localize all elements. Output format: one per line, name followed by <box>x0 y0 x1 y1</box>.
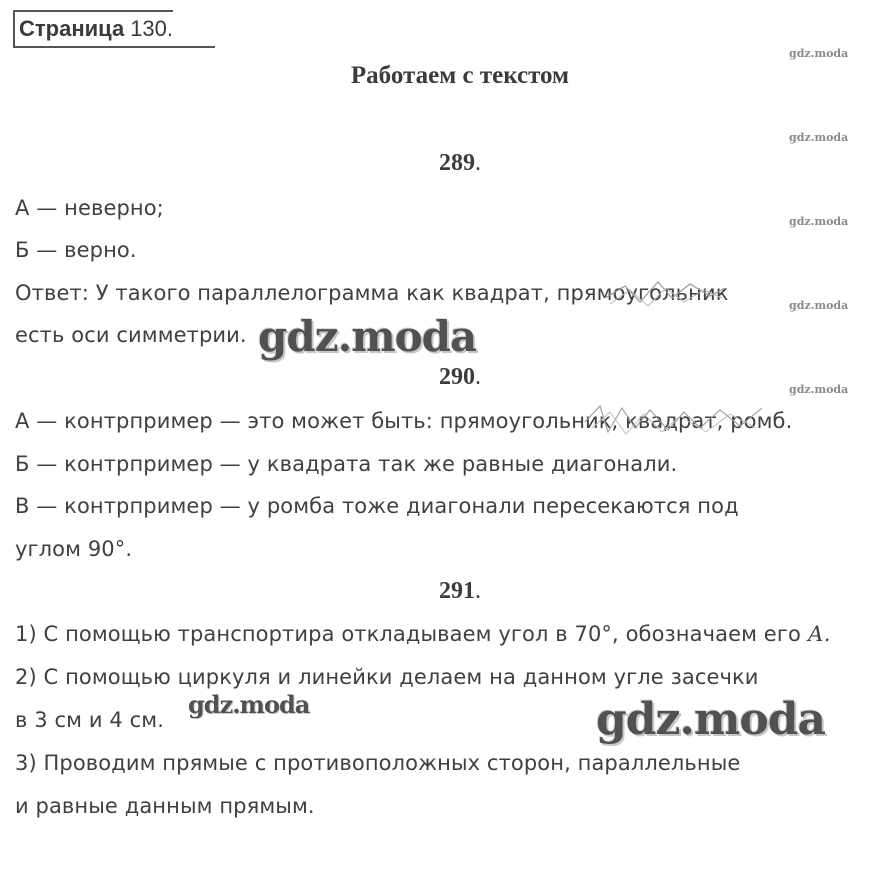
exercise-291-line-4: 3) Проводим прямые с противоположных сторон, параллельные <box>15 751 741 775</box>
exercise-number-289: 289. <box>439 150 481 176</box>
exercise-290-line-3: В — контрпример — у ромба тоже диагонали пересекаются под <box>15 494 739 518</box>
watermark-big: gdz.moda <box>258 312 477 361</box>
exercise-290-line-4: углом 90°. <box>15 537 133 561</box>
exercise-289-line-1: А — неверно; <box>15 196 164 220</box>
exercise-291-line-5: и равные данным прямым. <box>15 794 315 818</box>
exercise-289-line-4: есть оси симметрии. <box>15 323 247 347</box>
exercise-290-line-1: А — контрпример — это может быть: прямоугольник, квадрат, ромб. <box>15 409 793 433</box>
exercise-290-line-2: Б — контрпример — у квадрата так же равные диагонали. <box>15 452 678 476</box>
exercise-number-291: 291. <box>439 578 481 604</box>
page-number: 130. <box>130 16 174 41</box>
watermark-small: gdz.moda <box>789 215 849 228</box>
page-label-underline <box>15 46 215 48</box>
watermark-small: gdz.moda <box>789 47 849 60</box>
watermark-small: gdz.moda <box>789 383 849 396</box>
exercise-289-line-2: Б — верно. <box>15 238 137 262</box>
watermark-medium: gdz.moda <box>188 690 310 719</box>
page-label-word: Страница <box>19 16 125 41</box>
exercise-number-290: 290. <box>439 364 481 390</box>
watermark-small: gdz.moda <box>789 131 849 144</box>
exercise-289-line-3: Ответ: У такого параллелограмма как квадрат, прямоугольник <box>15 281 729 305</box>
angle-letter: А. <box>807 622 831 646</box>
exercise-291-line-2: 2) С помощью циркуля и линейки делаем на данном угле засечки <box>15 665 759 689</box>
watermark-small: gdz.moda <box>789 299 849 312</box>
watermark-big: gdz.moda <box>596 694 826 745</box>
page-label <box>13 10 173 48</box>
exercise-291-line-3: в 3 см и 4 см. <box>15 708 164 732</box>
exercise-291-line-1: 1) С помощью транспортира откладываем угол в 70°, обозначаем его А. <box>15 622 831 646</box>
section-title: Работаем с текстом <box>350 62 570 89</box>
